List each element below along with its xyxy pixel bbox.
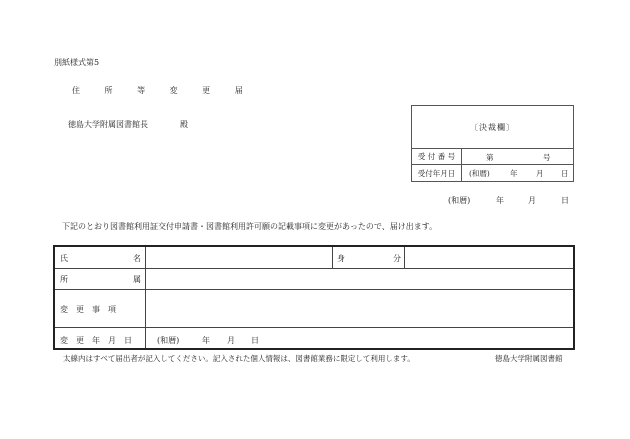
affiliation-field[interactable] bbox=[146, 269, 571, 288]
name-label-1: 氏 bbox=[60, 254, 68, 263]
page-title: 住 所 等 変 更 届 bbox=[72, 86, 254, 95]
receipt-date-era: (和暦) bbox=[469, 169, 490, 178]
change-form-table bbox=[53, 245, 575, 350]
change-field[interactable] bbox=[146, 290, 571, 326]
change-date-month: 月 bbox=[227, 336, 235, 345]
receipt-date-year: 年 bbox=[510, 169, 518, 178]
footer-org: 徳島大学附属図書館 bbox=[495, 354, 563, 363]
status-label-2: 分 bbox=[393, 254, 401, 263]
form-id: 別紙様式第5 bbox=[54, 58, 100, 67]
footer-note: 太線内はすべて届出者が記入してください。記入された個人情報は、図書館業務に限定して利用します。 bbox=[63, 354, 415, 363]
submission-date-year: 年 bbox=[496, 196, 504, 205]
receipt-number-row bbox=[412, 149, 573, 165]
submission-date-era: (和暦) bbox=[448, 196, 471, 205]
honorific: 殿 bbox=[180, 120, 188, 129]
change-date-label: 変 更 年 月 日 bbox=[60, 336, 132, 345]
receipt-number-prefix: 第 bbox=[486, 153, 494, 162]
change-label: 変 更 事 項 bbox=[60, 305, 116, 314]
approval-header: 〔決裁欄〕 bbox=[412, 106, 573, 149]
change-date-day: 日 bbox=[251, 336, 259, 345]
receipt-date-row bbox=[412, 165, 573, 181]
receipt-date-month: 月 bbox=[536, 169, 544, 178]
receipt-date-label: 受付年月日 bbox=[412, 165, 462, 181]
name-field[interactable] bbox=[146, 248, 331, 267]
approval-box bbox=[411, 105, 574, 182]
submission-date-day: 日 bbox=[561, 196, 569, 205]
receipt-number-label: 受 付 番 号 bbox=[412, 149, 462, 164]
addressee: 徳島大学附属図書館長 bbox=[68, 120, 148, 129]
affiliation-label-2: 属 bbox=[133, 275, 141, 284]
status-field[interactable] bbox=[405, 248, 570, 267]
status-label-1: 身 bbox=[337, 254, 345, 263]
name-label-2: 名 bbox=[133, 254, 141, 263]
affiliation-label-1: 所 bbox=[60, 275, 68, 284]
change-date-era: (和暦) bbox=[157, 336, 180, 345]
submission-date-month: 月 bbox=[528, 196, 536, 205]
receipt-date-day: 日 bbox=[561, 169, 569, 178]
change-date-year: 年 bbox=[202, 336, 210, 345]
receipt-number-suffix: 号 bbox=[543, 153, 551, 162]
statement: 下記のとおり図書館利用証交付申請書・図書館利用許可願の記載事項に変更があったので、届け出ます。 bbox=[62, 222, 438, 231]
